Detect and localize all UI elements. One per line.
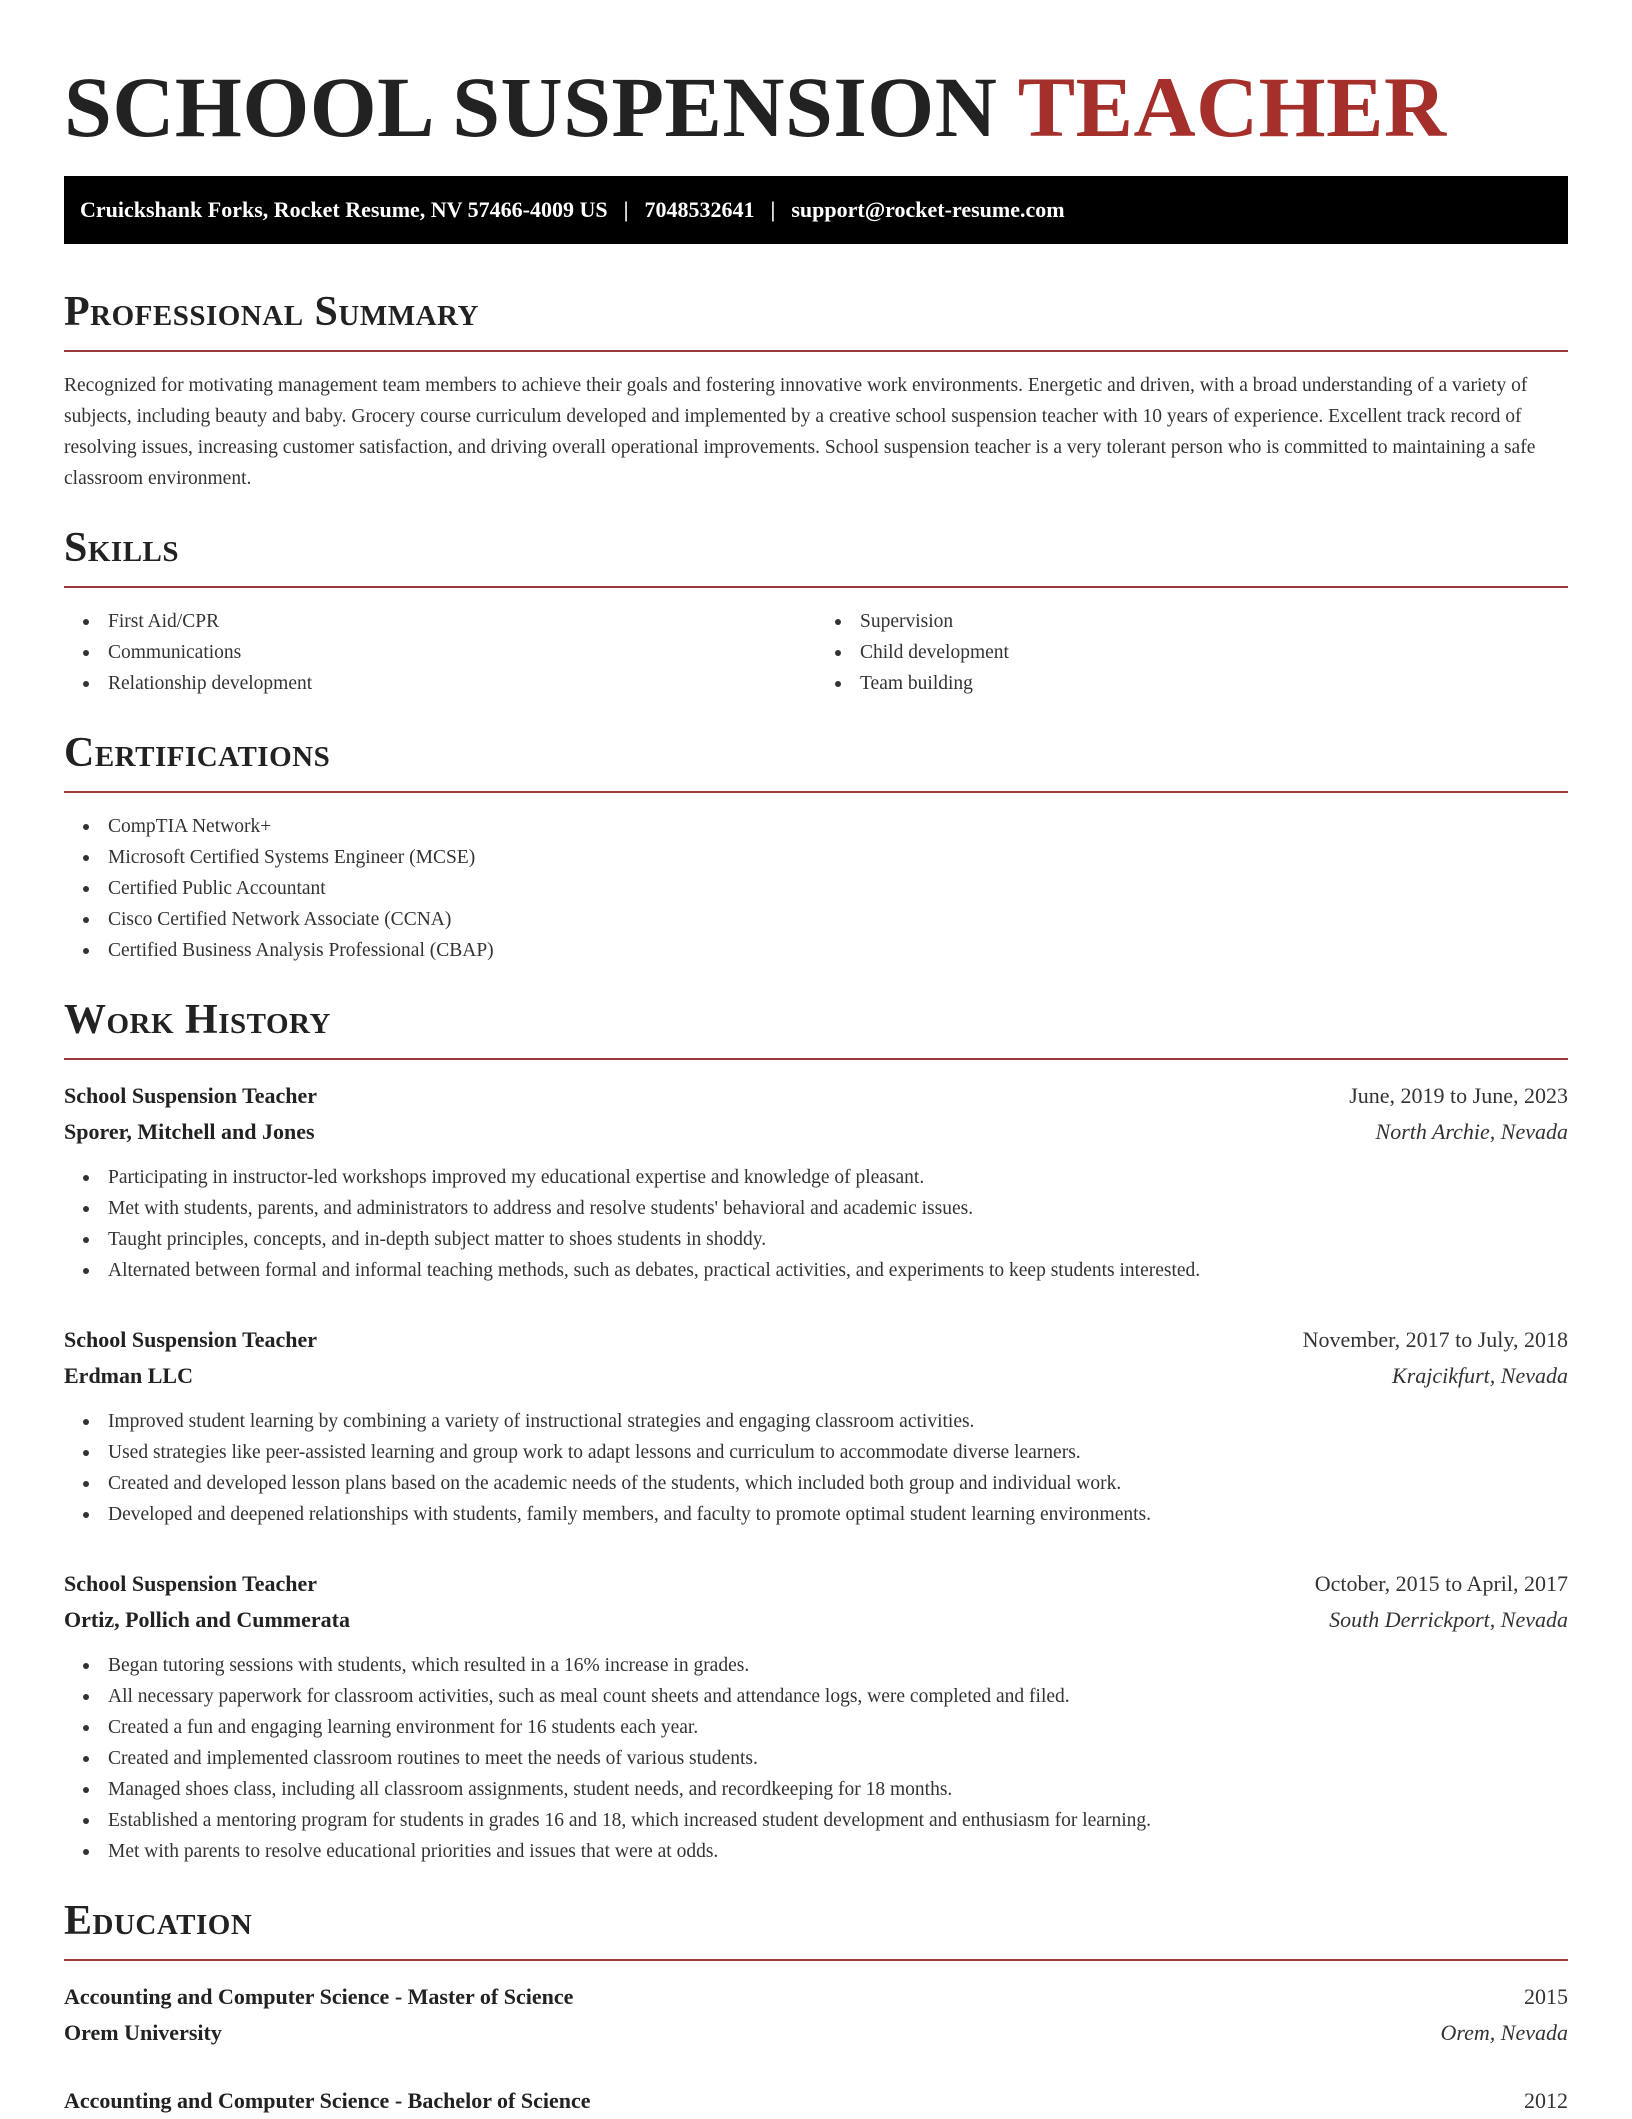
- education-year: 2012: [1524, 2088, 1568, 2113]
- contact-separator: |: [770, 197, 776, 222]
- certifications-list: [64, 811, 1568, 966]
- job-location: North Archie, Nevada: [1375, 1119, 1568, 1144]
- section-divider: [64, 791, 1568, 793]
- job-entry: [64, 1322, 1568, 1530]
- job-bullet: Managed shoes class, including all classroom assignments, student needs, and recordkeeping for 18 months.: [64, 1774, 1568, 1805]
- skill-item: Child development: [816, 637, 1568, 668]
- contact-phone[interactable]: 7048532641: [644, 197, 755, 222]
- job-bullet: Improved student learning by combining a variety of instructional strategies and engaging classroom activities.: [64, 1406, 1568, 1437]
- education-entry: [64, 1979, 1568, 2051]
- skill-item: Supervision: [816, 606, 1568, 637]
- job-dates: October, 2015 to April, 2017: [1314, 1571, 1568, 1596]
- job-bullet: Participating in instructor-led workshops improved my educational expertise and knowledge of pleasant.: [64, 1162, 1568, 1193]
- contact-email[interactable]: support@rocket-resume.com: [791, 197, 1065, 222]
- job-bullet: Established a mentoring program for students in grades 16 and 18, which increased student development and enthusiasm for learning.: [64, 1805, 1568, 1836]
- job-bullets: [64, 1650, 1568, 1867]
- resume-name: [64, 0, 1568, 176]
- skills-right-list: [816, 606, 1568, 699]
- skill-item: Relationship development: [64, 668, 816, 699]
- skill-item: Team building: [816, 668, 1568, 699]
- summary-section: [64, 286, 1568, 494]
- section-divider: [64, 1959, 1568, 1961]
- job-title: School Suspension Teacher: [64, 1571, 318, 1596]
- job-company: Erdman LLC: [64, 1363, 193, 1388]
- certification-item: Microsoft Certified Systems Engineer (MCSE): [64, 842, 1568, 873]
- job-bullet: Taught principles, concepts, and in-depth subject matter to shoes students in shoddy.: [64, 1224, 1568, 1255]
- certification-item: Certified Business Analysis Professional (CBAP): [64, 935, 1568, 966]
- job-bullet: Used strategies like peer-assisted learning and group work to adapt lessons and curriculum to accommodate diverse learners.: [64, 1437, 1568, 1468]
- job-company: Ortiz, Pollich and Cummerata: [64, 1607, 350, 1632]
- section-divider: [64, 586, 1568, 588]
- education-school: Orem University: [64, 2020, 222, 2045]
- job-entry: [64, 1078, 1568, 1286]
- summary-heading: Professional Summary: [64, 289, 479, 335]
- job-company-row: [64, 1114, 1568, 1150]
- education-degree: Accounting and Computer Science - Bachelor of Science: [64, 2088, 591, 2113]
- job-dates: June, 2019 to June, 2023: [1349, 1083, 1568, 1108]
- education-degree-row: [64, 2083, 1568, 2119]
- skills-heading: Skills: [64, 525, 180, 571]
- work-history-heading: Work History: [64, 997, 331, 1043]
- job-title: School Suspension Teacher: [64, 1083, 318, 1108]
- job-title-row: [64, 1322, 1568, 1358]
- contact-address: Cruickshank Forks, Rocket Resume, NV 57466-4009 US: [80, 197, 608, 222]
- certifications-section: [64, 727, 1568, 966]
- job-bullet: Began tutoring sessions with students, which resulted in a 16% increase in grades.: [64, 1650, 1568, 1681]
- education-school-row: [64, 2015, 1568, 2051]
- skill-item: Communications: [64, 637, 816, 668]
- skills-section: [64, 522, 1568, 699]
- certifications-heading: Certifications: [64, 730, 331, 776]
- section-divider: [64, 350, 1568, 352]
- job-bullet: Created and developed lesson plans based on the academic needs of the students, which included both group and individual work.: [64, 1468, 1568, 1499]
- job-bullet: Met with students, parents, and administrators to address and resolve students' behavioral and academic issues.: [64, 1193, 1568, 1224]
- education-degree: Accounting and Computer Science - Master of Science: [64, 1984, 574, 2009]
- job-bullet: Created and implemented classroom routines to meet the needs of various students.: [64, 1743, 1568, 1774]
- name-accent: TEACHER: [1017, 59, 1447, 155]
- certification-item: Cisco Certified Network Associate (CCNA): [64, 904, 1568, 935]
- job-company-row: [64, 1358, 1568, 1394]
- job-dates: November, 2017 to July, 2018: [1302, 1327, 1568, 1352]
- certification-item: CompTIA Network+: [64, 811, 1568, 842]
- work-history-section: [64, 994, 1568, 1867]
- job-bullets: [64, 1162, 1568, 1286]
- job-title-row: [64, 1566, 1568, 1602]
- summary-text: Recognized for motivating management team members to achieve their goals and fostering innovative work environments. Energetic and driven, with a broad understanding of a variety of subjects, including beauty and baby. Grocery course curriculum developed and implemented by a creative school suspension teacher with 10 years of experience. Excellent track record of resolving issues, increasing customer satisfaction, and driving overall operational improvements. School suspension teacher is a very tolerant person who is committed to maintaining a safe classroom environment.: [64, 375, 1536, 489]
- job-bullet: All necessary paperwork for classroom activities, such as meal count sheets and attendance logs, were completed and filed.: [64, 1681, 1568, 1712]
- job-title-row: [64, 1078, 1568, 1114]
- job-bullets: [64, 1406, 1568, 1530]
- certification-item: Certified Public Accountant: [64, 873, 1568, 904]
- contact-bar: [64, 176, 1568, 244]
- job-bullet: Developed and deepened relationships with students, family members, and faculty to promote optimal student learning environments.: [64, 1499, 1568, 1530]
- skill-item: First Aid/CPR: [64, 606, 816, 637]
- contact-separator: |: [623, 197, 629, 222]
- education-year: 2015: [1524, 1984, 1568, 2009]
- name-primary: SCHOOL SUSPENSION: [64, 59, 998, 155]
- education-location: Orem, Nevada: [1440, 2020, 1568, 2045]
- skills-grid: [64, 606, 1568, 699]
- job-entry: [64, 1566, 1568, 1867]
- job-bullet: Met with parents to resolve educational priorities and issues that were at odds.: [64, 1836, 1568, 1867]
- job-bullet: Alternated between formal and informal teaching methods, such as debates, practical activities, and experiments to keep students interested.: [64, 1255, 1568, 1286]
- section-divider: [64, 1058, 1568, 1060]
- job-location: Krajcikfurt, Nevada: [1392, 1363, 1568, 1388]
- job-company: Sporer, Mitchell and Jones: [64, 1119, 315, 1144]
- job-title: School Suspension Teacher: [64, 1327, 318, 1352]
- job-company-row: [64, 1602, 1568, 1638]
- education-section: [64, 1895, 1568, 2119]
- job-bullet: Created a fun and engaging learning environment for 16 students each year.: [64, 1712, 1568, 1743]
- education-entry: [64, 2083, 1568, 2119]
- skills-left-list: [64, 606, 816, 699]
- education-degree-row: [64, 1979, 1568, 2015]
- education-heading: Education: [64, 1898, 253, 1944]
- job-location: South Derrickport, Nevada: [1329, 1607, 1568, 1632]
